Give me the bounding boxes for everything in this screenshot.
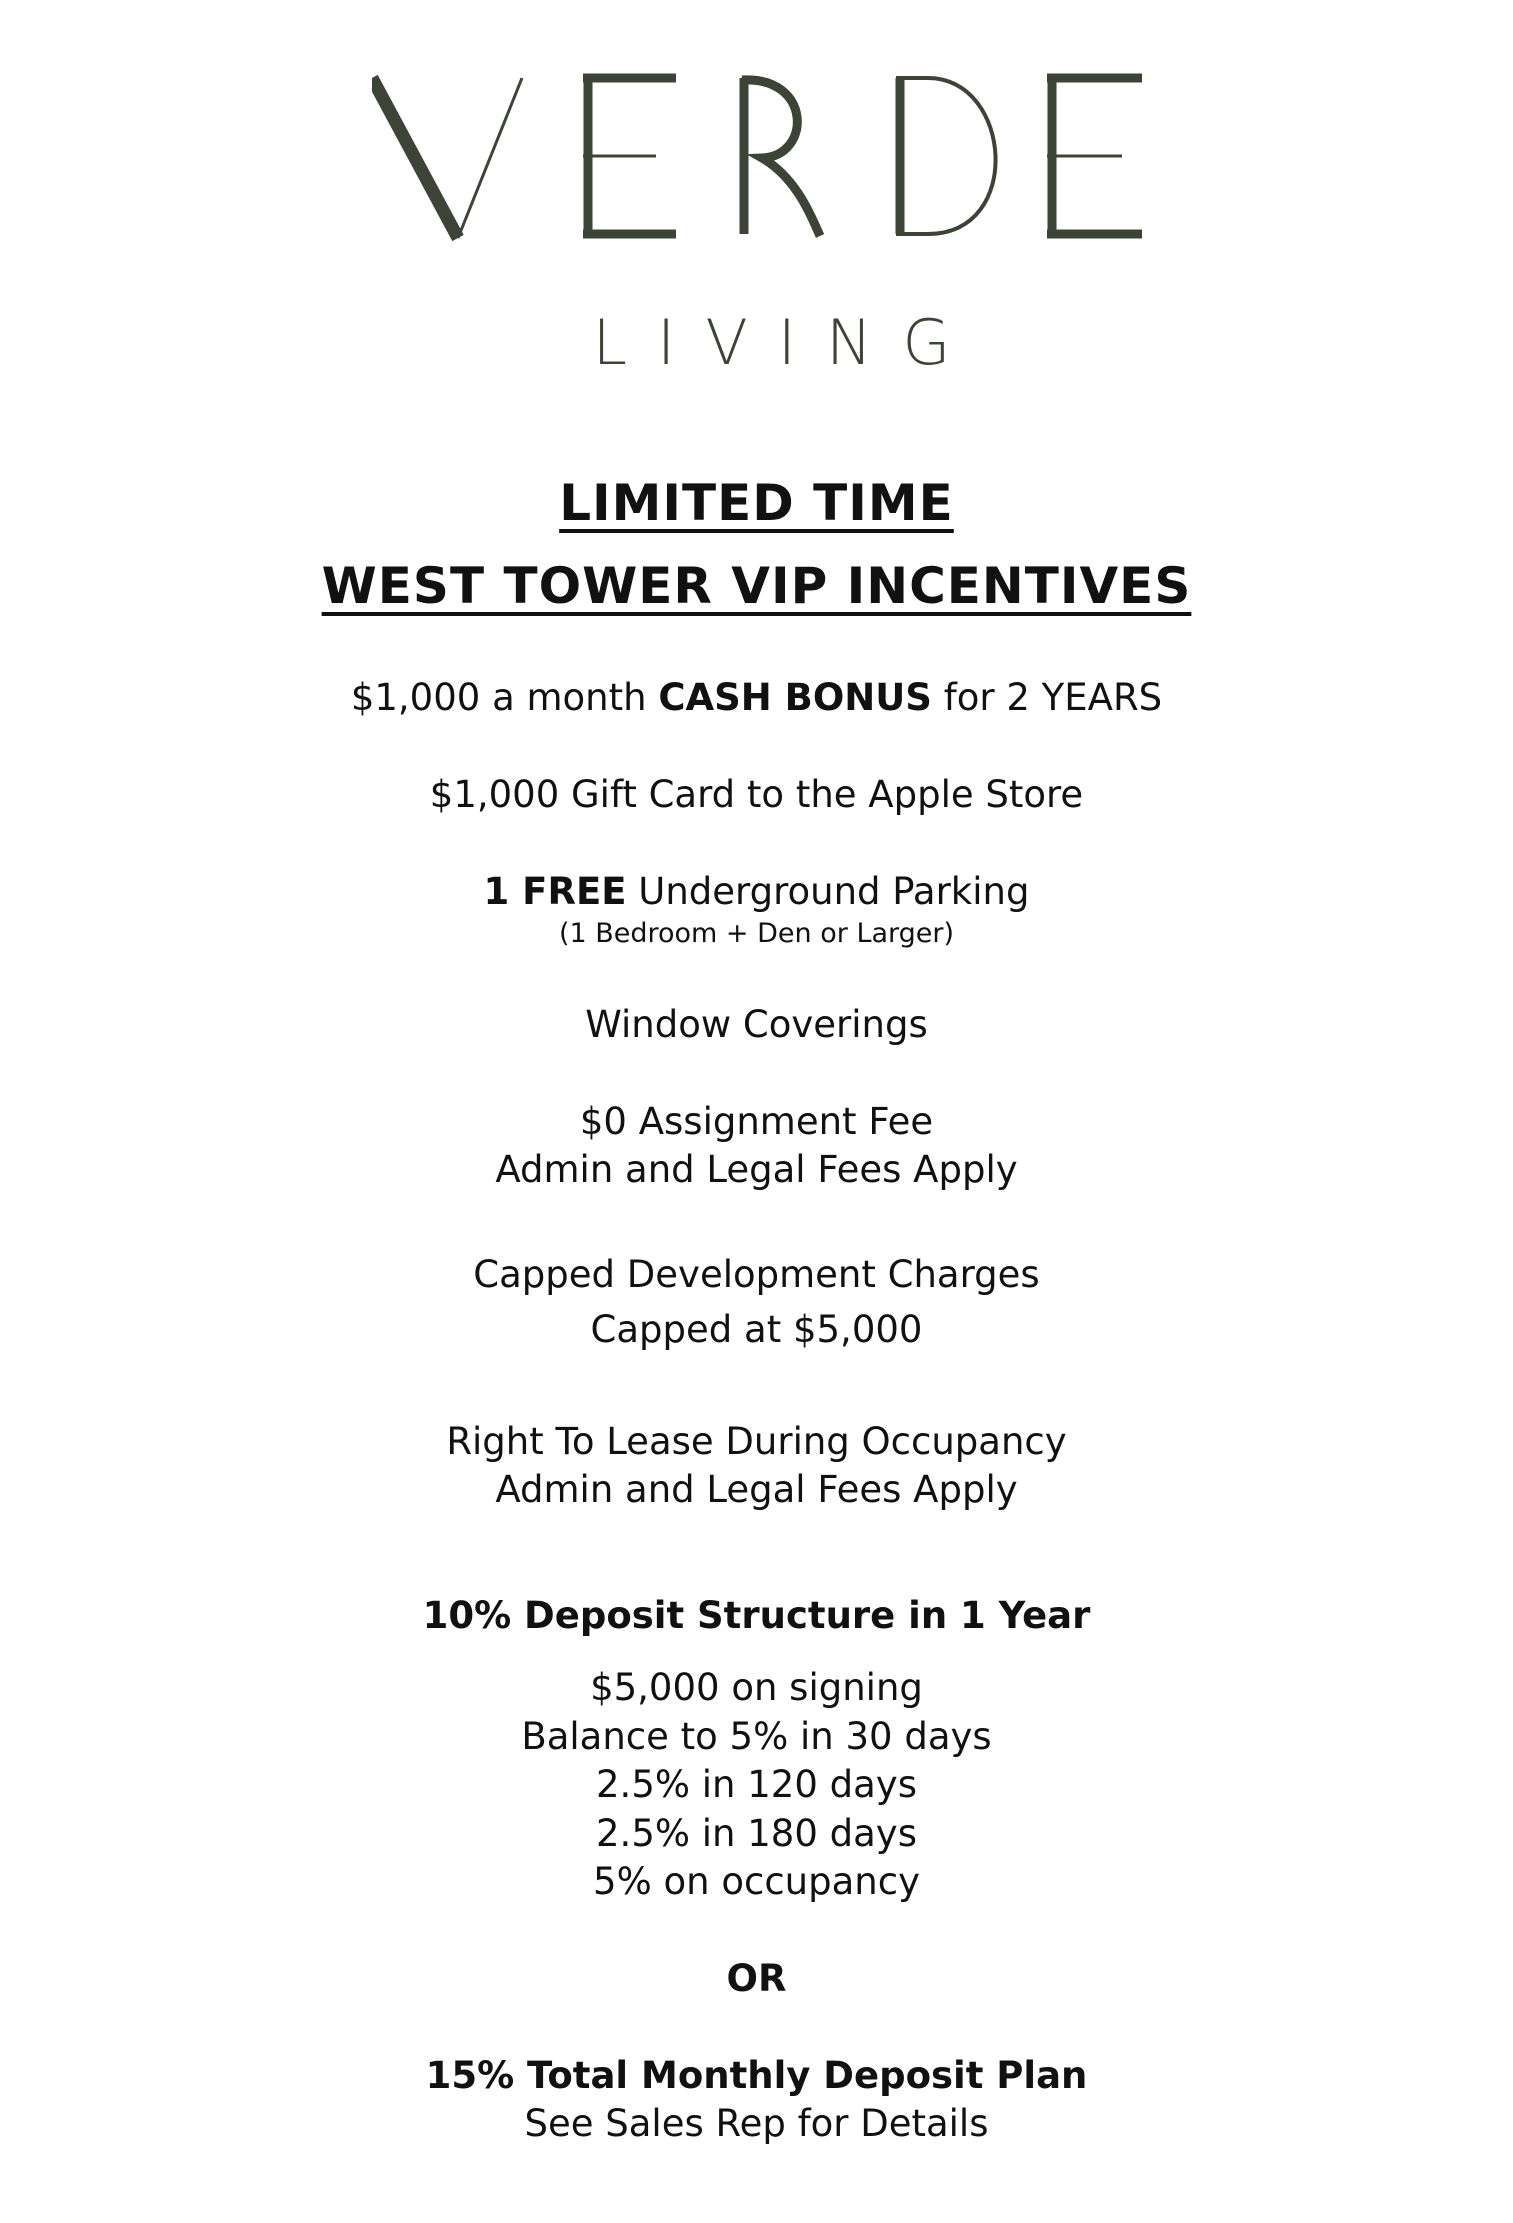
cash-bonus-bold: CASH BONUS <box>658 676 932 719</box>
assignment-fee-line: $0 Assignment Fee <box>579 1100 934 1143</box>
verde-logo <box>0 58 1513 248</box>
deposit-step: 2.5% in 120 days <box>596 1763 917 1806</box>
deposit-step: Balance to 5% in 30 days <box>521 1715 992 1758</box>
right-to-lease-line: Right To Lease During Occupancy <box>446 1420 1067 1463</box>
deposit-step: 2.5% in 180 days <box>596 1812 917 1855</box>
or-separator: OR <box>726 1957 787 2000</box>
window-coverings-line: Window Coverings <box>585 1003 928 1046</box>
cash-bonus-post: for 2 YEARS <box>931 676 1163 719</box>
headline-vip-incentives: WEST TOWER VIP INCENTIVES <box>321 557 1192 615</box>
monthly-deposit-plan-title: 15% Total Monthly Deposit Plan <box>425 2054 1088 2097</box>
verde-wordmark-text <box>0 0 1 1</box>
development-charges-note: Capped at $5,000 <box>590 1308 923 1351</box>
parking-line <box>0 870 1513 913</box>
deposit-step: $5,000 on signing <box>590 1666 923 1709</box>
monthly-deposit-plan-note: See Sales Rep for Details <box>524 2102 989 2145</box>
living-subtitle: LIVING <box>592 306 981 379</box>
deposit-step: 5% on occupancy <box>593 1860 920 1903</box>
cash-bonus-pre: $1,000 a month <box>350 676 659 719</box>
right-to-lease-note: Admin and Legal Fees Apply <box>495 1468 1018 1511</box>
cash-bonus-line <box>0 676 1513 719</box>
gift-card-line: $1,000 Gift Card to the Apple Store <box>429 773 1084 816</box>
headline-limited-time: LIMITED TIME <box>559 474 954 532</box>
parking-rest: Underground Parking <box>626 870 1030 913</box>
assignment-fee-note: Admin and Legal Fees Apply <box>495 1148 1018 1191</box>
verde-wordmark-graphic <box>372 58 1142 248</box>
development-charges-line: Capped Development Charges <box>473 1253 1040 1296</box>
parking-bold: 1 FREE <box>483 870 627 913</box>
deposit-structure-title: 10% Deposit Structure in 1 Year <box>422 1594 1091 1637</box>
parking-note: (1 Bedroom + Den or Larger) <box>558 918 955 949</box>
